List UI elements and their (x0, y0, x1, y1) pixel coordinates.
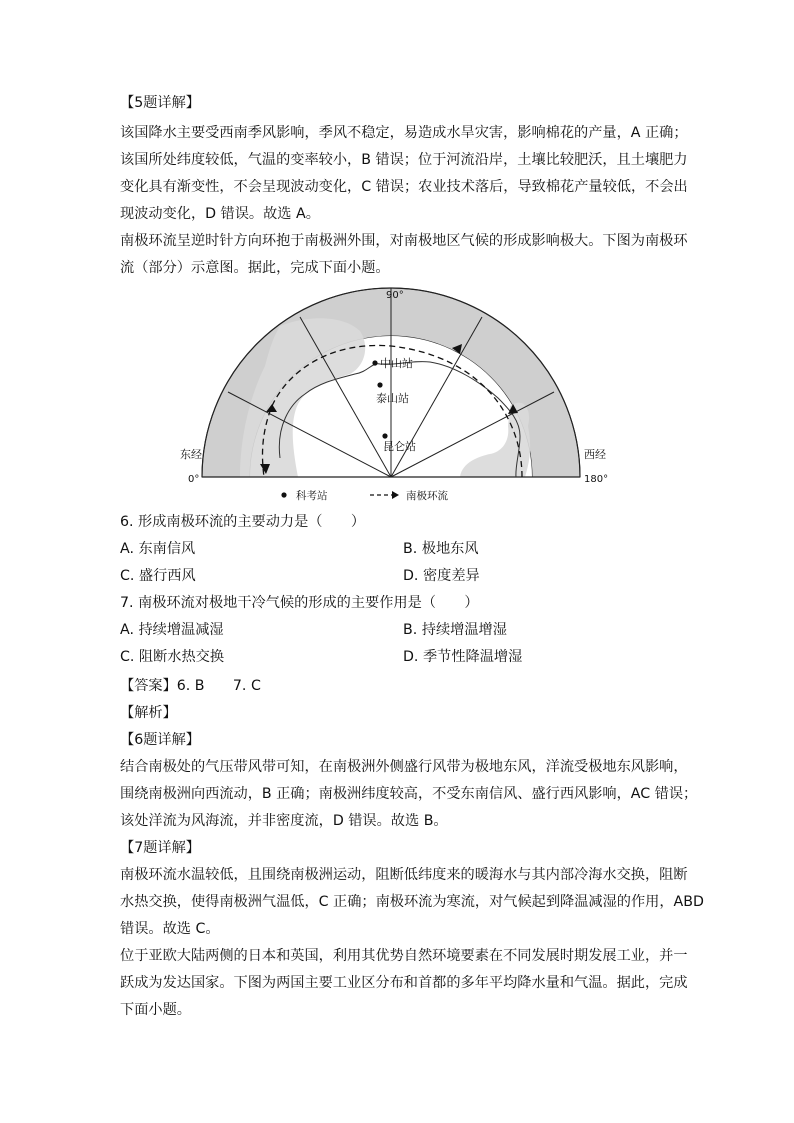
section7-line-3: 错误。故选 C。 (120, 921, 220, 937)
section5-line-2: 该国所处纬度较低，气温的变率较小，B 错误；位于河流沿岸，土壤比较肥沃，且土壤肥力 (120, 152, 688, 168)
antarctic-current-map (180, 286, 610, 504)
q7-option-c: C. 阻断水热交换 (120, 649, 225, 665)
station-label-zhongshan: 中山站 (380, 357, 413, 370)
label-90: 90° (386, 290, 404, 301)
section5-header: 【5题详解】 (120, 95, 200, 111)
section6-line-1: 结合南极处的气压带风带可知，在南极洲外侧盛行风带为极地东风，洋流受极地东风影响， (120, 759, 688, 775)
q7-option-d: D. 季节性降温增湿 (403, 649, 523, 665)
section7-line-2: 水热交换，使得南极洲气温低，C 正确；南极环流为寒流，对气候起到降温减湿的作用，ABD (120, 894, 704, 910)
q6-option-b: B. 极地东风 (403, 541, 479, 557)
section6-line-2: 围绕南极洲向西流动，B 正确；南极洲纬度较高，不受东南信风、盛行西风影响，AC 错误； (120, 786, 698, 802)
section6-header: 【6题详解】 (120, 732, 200, 748)
outro-line-2: 跃成为发达国家。下图为两国主要工业区分布和首都的多年平均降水量和气温。据此，完成 (120, 975, 688, 991)
section7-header: 【7题详解】 (120, 840, 200, 856)
label-east: 东经 (180, 448, 202, 461)
station-label-taishan: 泰山站 (376, 392, 409, 405)
q7-stem: 7. 南极环流对极地干冷气候的形成的主要作用是（ ） (120, 595, 479, 611)
q6-option-c: C. 盛行西风 (120, 568, 196, 584)
station-dot-taishan (377, 382, 382, 387)
q7-option-b: B. 持续增温增湿 (403, 622, 507, 638)
outro-line-3: 下面小题。 (120, 1002, 191, 1018)
section5-line-1: 该国降水主要受西南季风影响，季风不稳定，易造成水旱灾害，影响棉花的产量，A 正确； (120, 125, 688, 141)
legend-current-arrow (392, 491, 399, 499)
q6-option-d: D. 密度差异 (403, 568, 480, 584)
legend-current-label: 南极环流 (406, 490, 448, 502)
answer: 【答案】6. B 7. C (120, 678, 261, 694)
outro-line-1: 位于亚欧大陆两侧的日本和英国，利用其优势自然环境要素在不同发展时期发展工业，并一 (120, 948, 688, 964)
q7-option-a: A. 持续增温减湿 (120, 622, 224, 638)
section5-line-3: 变化具有渐变性，不会呈现波动变化，C 错误；农业技术落后，导致棉花产量较低，不会出 (120, 179, 688, 195)
intro-line-2: 流（部分）示意图。据此，完成下面小题。 (120, 260, 390, 276)
legend-station-label: 科考站 (296, 490, 328, 502)
legend-station-dot (281, 492, 286, 497)
analysis-header: 【解析】 (120, 705, 177, 721)
station-dot-zhongshan (372, 360, 377, 365)
q6-stem: 6. 形成南极环流的主要动力是（ ） (120, 514, 366, 530)
station-dot-kunlun (382, 433, 387, 438)
label-zero: 0° (188, 474, 200, 485)
section5-line-4: 现波动变化，D 错误。故选 A。 (120, 206, 320, 222)
intro-line-1: 南极环流呈逆时针方向环抱于南极洲外围，对南极地区气候的形成影响极大。下图为南极环 (120, 233, 688, 249)
section7-line-1: 南极环流水温较低，且围绕南极洲运动，阻断低纬度来的暖海水与其内部冷海水交换，阻断 (120, 867, 688, 883)
section6-line-3: 该处洋流为风海流，并非密度流，D 错误。故选 B。 (120, 813, 448, 829)
station-label-kunlun: 昆仑站 (383, 440, 416, 453)
q6-option-a: A. 东南信风 (120, 541, 196, 557)
label-180: 180° (584, 474, 609, 485)
label-west: 西经 (584, 448, 606, 461)
